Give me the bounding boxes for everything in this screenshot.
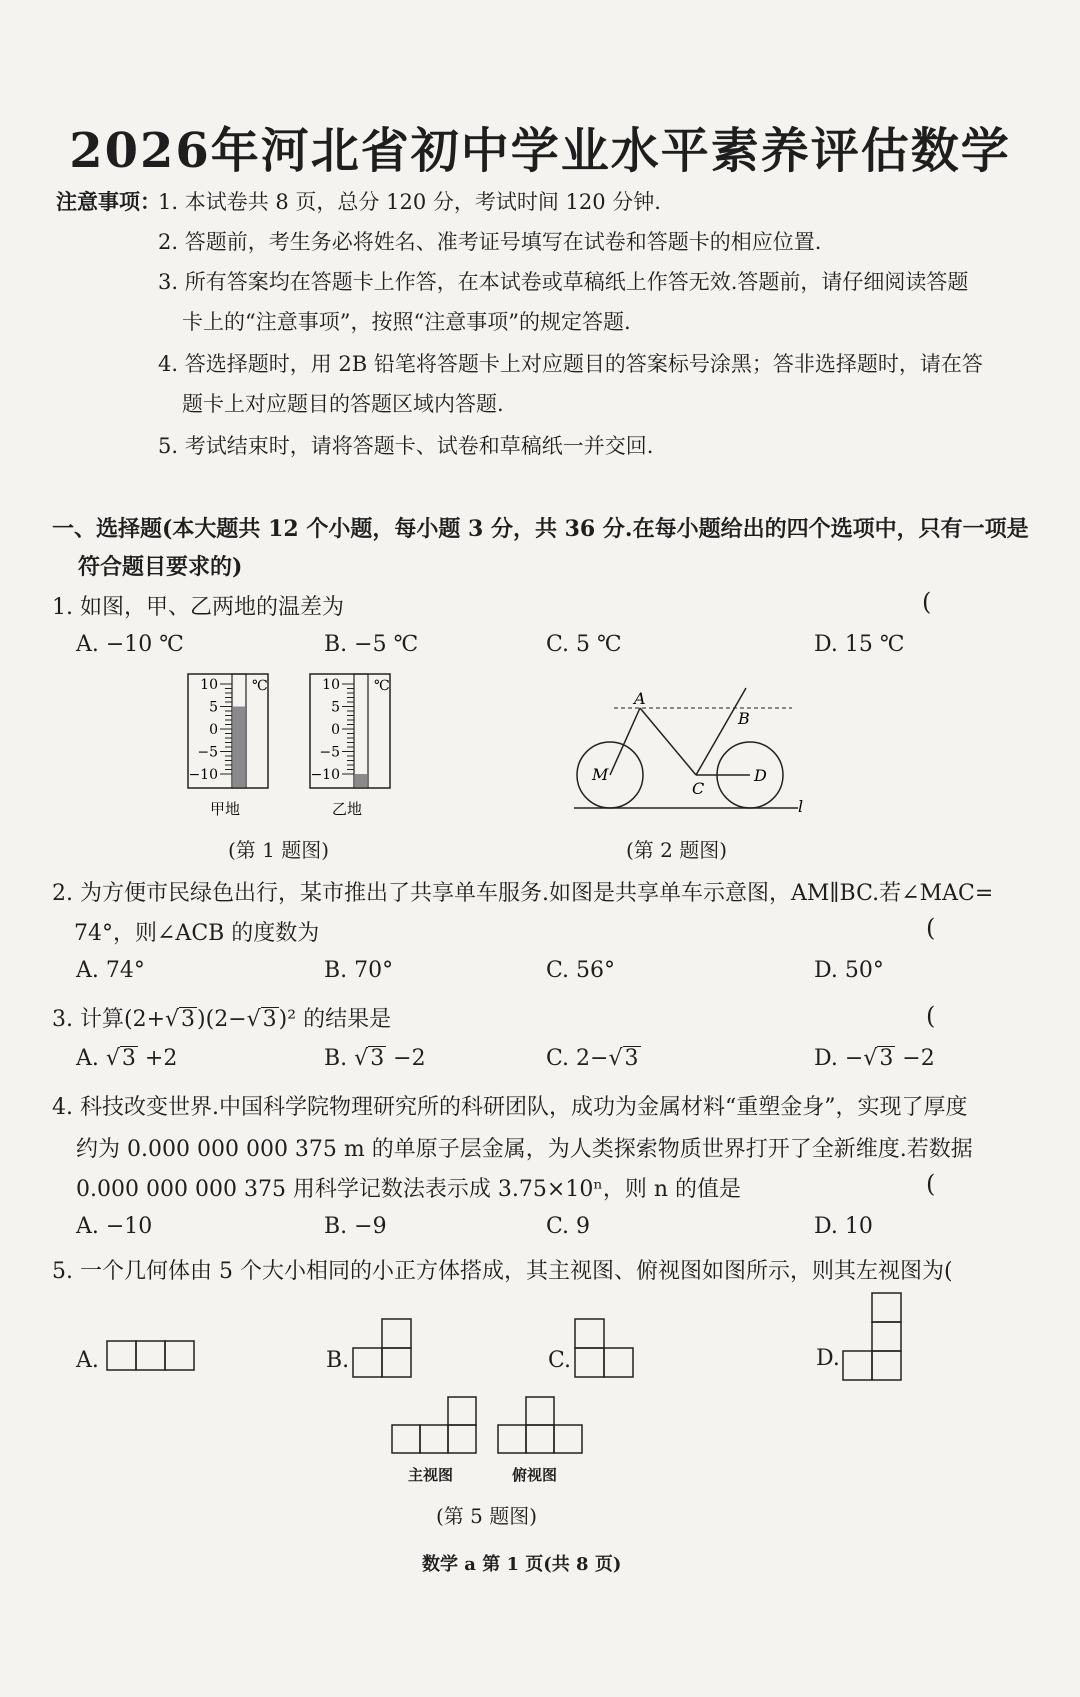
sqrt-radicand: 3 [262, 1007, 277, 1032]
thermometer-jia-fill [233, 707, 245, 788]
thermometer-figure [180, 668, 420, 828]
point-d-label: D [754, 766, 767, 785]
figure-5-caption: (第 5 题图) [436, 1504, 538, 1528]
notice-item: 2. 答题前，考生务必将姓名、准考证号填写在试卷和答题卡的相应位置. [158, 230, 822, 254]
notice-item: 题卡上对应题目的答题区域内答题. [182, 392, 504, 416]
option-b: B. √3 −2 [324, 1046, 426, 1071]
section-heading: 一、选择题(本大题共 12 个小题，每小题 3 分，共 36 分.在每小题给出的四个选项中，只有一项是 [52, 516, 1029, 542]
section-heading-cont: 符合题目要求的) [78, 554, 243, 580]
notice-item: 3. 所有答案均在答题卡上作答，在本试卷或草稿纸上作答无效.答题前，请仔细阅读答题 [158, 270, 969, 294]
option-c: C. 9 [546, 1214, 591, 1239]
notice-item: 4. 答选择题时，用 2B 铅笔将答题卡上对应题目的答案标号涂黑；答非选择题时，请在答 [158, 352, 983, 376]
option-a: A. 74° [76, 958, 145, 983]
tick-label: −5 [197, 744, 218, 761]
tick-label: −10 [188, 767, 218, 783]
sqrt-radicand: 3 [181, 1007, 196, 1032]
tick-label: 5 [209, 699, 218, 716]
option-d: D. 10 [814, 1214, 873, 1239]
tick-label: 0 [209, 722, 218, 738]
question-4-cont: 0.000 000 000 375 用科学记数法表示成 3.75×10ⁿ，则 n 的值是 [76, 1177, 742, 1202]
tick-label: 5 [331, 699, 340, 716]
thermometer-yi-fill [355, 774, 367, 787]
point-a-label: A [634, 689, 646, 708]
answer-paren: ( [926, 914, 936, 942]
notice-item: 1. 本试卷共 8 页，总分 120 分，考试时间 120 分钟. [158, 190, 661, 214]
option-b-view [352, 1318, 414, 1380]
notice-label: 注意事项： [56, 189, 161, 214]
option-d-view [842, 1292, 904, 1382]
unit-label: ℃ [252, 678, 268, 694]
thermometer-yi-label: 乙地 [332, 800, 363, 818]
figure-2-caption: (第 2 题图) [626, 838, 728, 862]
point-m-label: M [592, 765, 609, 784]
question-2-cont: 74°，则∠ACB 的度数为 [74, 921, 320, 946]
tick-label: −5 [319, 744, 340, 761]
q5-views-figure [390, 1394, 590, 1460]
tick-label: 10 [200, 677, 218, 693]
question-4-cont: 约为 0.000 000 000 375 m 的单原子层金属，为人类探索物质世界打开了全新维度.若数据 [76, 1137, 973, 1162]
option-b: B. −9 [324, 1214, 387, 1239]
question-4: 4. 科技改变世界.中国科学院物理研究所的科研团队，成功为金属材料“重塑金身”，实现了厚度 [52, 1095, 968, 1120]
tick-label: −10 [310, 767, 340, 783]
question-1: 1. 如图，甲、乙两地的温差为 [52, 595, 344, 620]
unit-label: ℃ [374, 678, 390, 694]
thermometer-yi [310, 674, 390, 788]
option-a: A. [76, 1348, 99, 1373]
option-c: C. [548, 1348, 572, 1373]
exam-title: 2026年河北省初中学业水平素养评估数学 [69, 123, 1011, 179]
option-c-view [574, 1318, 636, 1380]
option-b: B. −5 ℃ [324, 632, 419, 657]
option-d: D. 50° [814, 958, 884, 983]
option-d: D. [816, 1346, 840, 1371]
front-view [392, 1397, 476, 1453]
option-b: B. 70° [324, 958, 394, 983]
bicycle-figure [570, 684, 810, 824]
q3-text: )² 的结果是 [278, 1007, 392, 1032]
answer-paren: ( [922, 588, 932, 616]
q3-text: 3. 计算(2+ [52, 1007, 165, 1032]
option-d: D. −√3 −2 [814, 1046, 935, 1071]
thermometer-jia [188, 674, 268, 788]
option-c: C. 56° [546, 958, 616, 983]
option-a: A. √3 +2 [76, 1046, 178, 1071]
option-a-view [106, 1338, 196, 1374]
notice-item: 5. 考试结束时，请将答题卡、试卷和草稿纸一并交回. [158, 434, 654, 458]
option-c: C. 2−√3 [546, 1046, 639, 1071]
question-2: 2. 为方便市民绿色出行，某市推出了共享单车服务.如图是共享单车示意图，AM∥BC.若∠MAC= [52, 881, 994, 906]
figure-1-caption: (第 1 题图) [228, 838, 330, 862]
q3-text: )(2− [197, 1007, 247, 1032]
question-3: 3. 计算(2+√3)(2−√3)² 的结果是 [52, 1007, 392, 1032]
option-a: A. −10 ℃ [76, 632, 184, 657]
line-l-label: l [798, 797, 804, 816]
front-view-label: 主视图 [408, 1466, 454, 1484]
point-b-label: B [738, 709, 750, 728]
option-b: B. [326, 1348, 350, 1373]
question-5: 5. 一个几何体由 5 个大小相同的小正方体搭成，其主视图、俯视图如图所示，则其左视图为( [52, 1259, 953, 1284]
top-view-label: 俯视图 [512, 1466, 558, 1484]
tick-label: 10 [322, 677, 340, 693]
point-c-label: C [692, 779, 705, 798]
tick-label: 0 [331, 722, 340, 738]
thermometer-jia-label: 甲地 [210, 800, 241, 818]
answer-paren: ( [926, 1002, 936, 1030]
option-d: D. 15 ℃ [814, 632, 905, 657]
answer-paren: ( [926, 1170, 936, 1198]
top-view [498, 1397, 582, 1453]
page-footer: 数学 a 第 1 页(共 8 页) [422, 1554, 622, 1575]
notice-item: 卡上的“注意事项”，按照“注意事项”的规定答题. [182, 310, 631, 334]
option-c: C. 5 ℃ [546, 632, 622, 657]
option-a: A. −10 [76, 1214, 153, 1239]
